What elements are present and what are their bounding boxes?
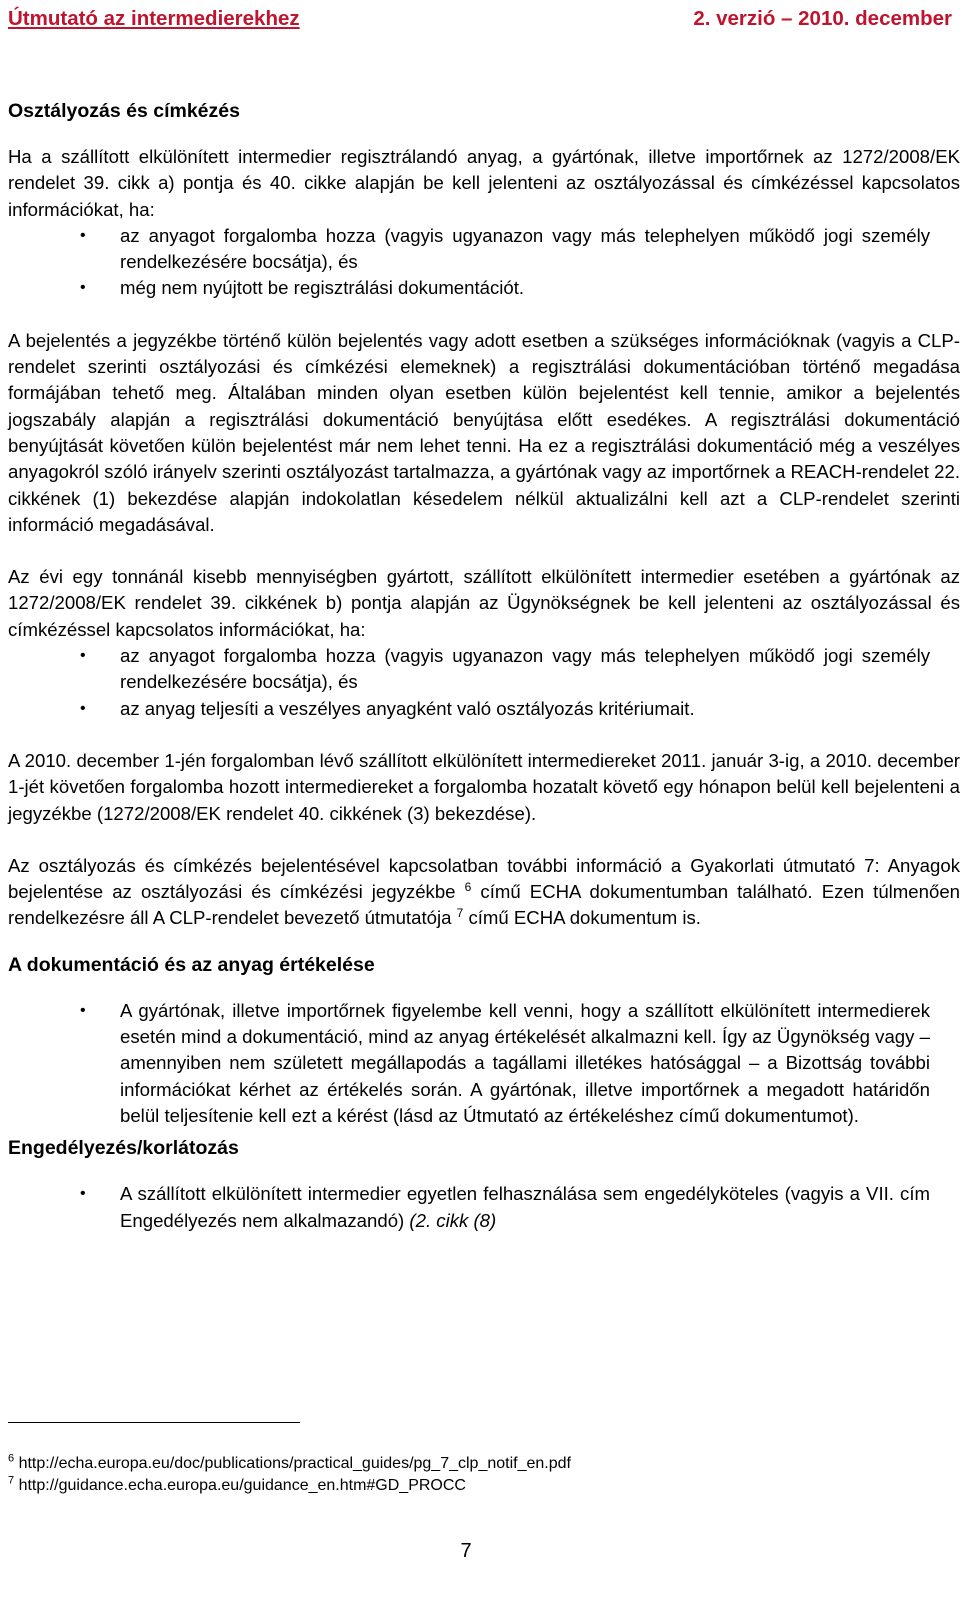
list-item: • még nem nyújtott be regisztrálási dokumentációt. [8, 275, 930, 301]
paragraph [8, 853, 960, 932]
footnote-number: 6 [8, 1452, 15, 1465]
list-item: • az anyagot forgalomba hozza (vagyis ugyanazon vagy más telephelyen működő jogi személy rendelkezésére bocsátja), és [8, 223, 930, 276]
page-number: 7 [460, 1540, 472, 1562]
list-item-text: A szállított elkülönített intermedier egyetlen felhasználása sem engedélyköteles (vagyis a VII. cím Engedélyezés nem alkalmazandó) [120, 1183, 930, 1231]
section-heading-evaluation: A dokumentáció és az anyag értékelése [8, 953, 375, 976]
header-version: 2. verzió – 2010. december [693, 7, 952, 30]
article-reference: (2. cikk (8) [409, 1209, 497, 1231]
footnote-link[interactable]: http://guidance.echa.europa.eu/guidance_en.htm#GD_PROCC [18, 1477, 466, 1494]
bullet-list [8, 643, 960, 722]
paragraph: A bejelentés a jegyzékbe történő külön bejelentés vagy adott esetben a szükséges információknak (vagyis a CLP-rendelet szerinti osztályozási és címkézési elemeknek) a regisztrálási dokumentációban történő megadása formájában tehető meg. Általában minden olyan esetben külön bejelentést kell tennie, amikor a bejelentés jogszabály alapján a regisztrálási dokumentáció benyújtása előtt esedékes. A regisztrálási dokumentáció benyújtását követően külön bejelentést már nem lehet tenni. Ha ez a regisztrálási dokumentáció még a veszélyes anyagokról szóló irányelv szerinti osztályozást tartalmazza, a gyártónak vagy az importőrnek a REACH-rendelet 22. cikkének (1) bekezdése alapján indokolatlan késedelem nélkül aktualizálni kell azt a CLP-rendelet szerinti információ megadásával. [8, 329, 960, 535]
bullet-list [8, 998, 960, 1129]
footnote-ref[interactable]: 6 [464, 879, 472, 894]
section-heading-classification: Osztályozás és címkézés [8, 100, 240, 122]
footnote-separator [8, 1422, 300, 1423]
bullet-list [8, 223, 960, 302]
footnote [8, 1476, 466, 1496]
list-item: • az anyag teljesíti a veszélyes anyagként való osztályozás kritériumait. [8, 696, 930, 722]
section-heading-authorisation: Engedélyezés/korlátozás [8, 1137, 239, 1160]
paragraph: Az évi egy tonnánál kisebb mennyiségben gyártott, szállított elkülönített intermedier esetében a gyártónak az 1272/2008/EK rendelet 39. cikkének b) pontja alapján az Ügynökségnek be kell jelenteni az osztályozással és címkézéssel kapcsolatos információkat, ha: [8, 566, 960, 640]
footnote-link[interactable]: http://echa.europa.eu/doc/publications/practical_guides/pg_7_clp_notif_en.pdf [18, 1455, 571, 1472]
paragraph: A 2010. december 1-jén forgalomban lévő szállított elkülönített intermediereket 2011. január 3-ig, a 2010. december 1-jét követően forgalomba hozott intermediereket a forgalomba hozatalt követő egy hónapon belül kell bejelenteni a jegyzékbe (1272/2008/EK rendelet 40. cikkének (3) bekezdése). [8, 749, 960, 824]
paragraph-text: Az osztályozás és címkézés bejelentésével kapcsolatban további információ a Gyakorlati útmutató 7: Anyagok bejelentése az osztályozási és címkézési jegyzékbe [8, 854, 960, 903]
paragraph: Ha a szállított elkülönített intermedier regisztrálandó anyag, a gyártónak, illetve importőrnek az 1272/2008/EK rendelet 39. cikk a) pontja és 40. cikke alapján be kell jelenteni az osztályozással és címkézéssel kapcsolatos információkat, ha: [8, 146, 960, 220]
header-title: Útmutató az intermedierekhez [8, 7, 300, 30]
list-item [8, 1181, 930, 1234]
footnote [8, 1454, 571, 1474]
main-content [8, 98, 960, 1234]
paragraph-text: című ECHA dokumentum is. [463, 907, 701, 929]
bullet-list [8, 1181, 960, 1234]
footnote-ref[interactable]: 7 [456, 906, 464, 921]
list-item: • az anyagot forgalomba hozza (vagyis ugyanazon vagy más telephelyen működő jogi személy rendelkezésére bocsátja), és [8, 643, 930, 696]
footnote-number: 7 [8, 1474, 15, 1487]
paragraph-text: című ECHA dokumentumban található. Ezen túlmenően rendelkezésre áll A CLP-rendelet bevezető útmutatója [8, 881, 960, 929]
page-header [8, 5, 952, 33]
list-item: • A gyártónak, illetve importőrnek figyelembe kell venni, hogy a szállított elkülönített intermedierek esetén mind a dokumentáció, mind az anyag értékelését alkalmazni kell. Így az Ügynökség vagy – amennyiben nem született megállapodás a tagállami illetékes hatósággal – a Bizottság további információkat kérhet az értékelés során. A gyártónak, illetve importőrnek a megadott határidőn belül teljesítenie kell ezt a kérést (lásd az Útmutató az értékeléshez című dokumentumot). [8, 998, 930, 1129]
